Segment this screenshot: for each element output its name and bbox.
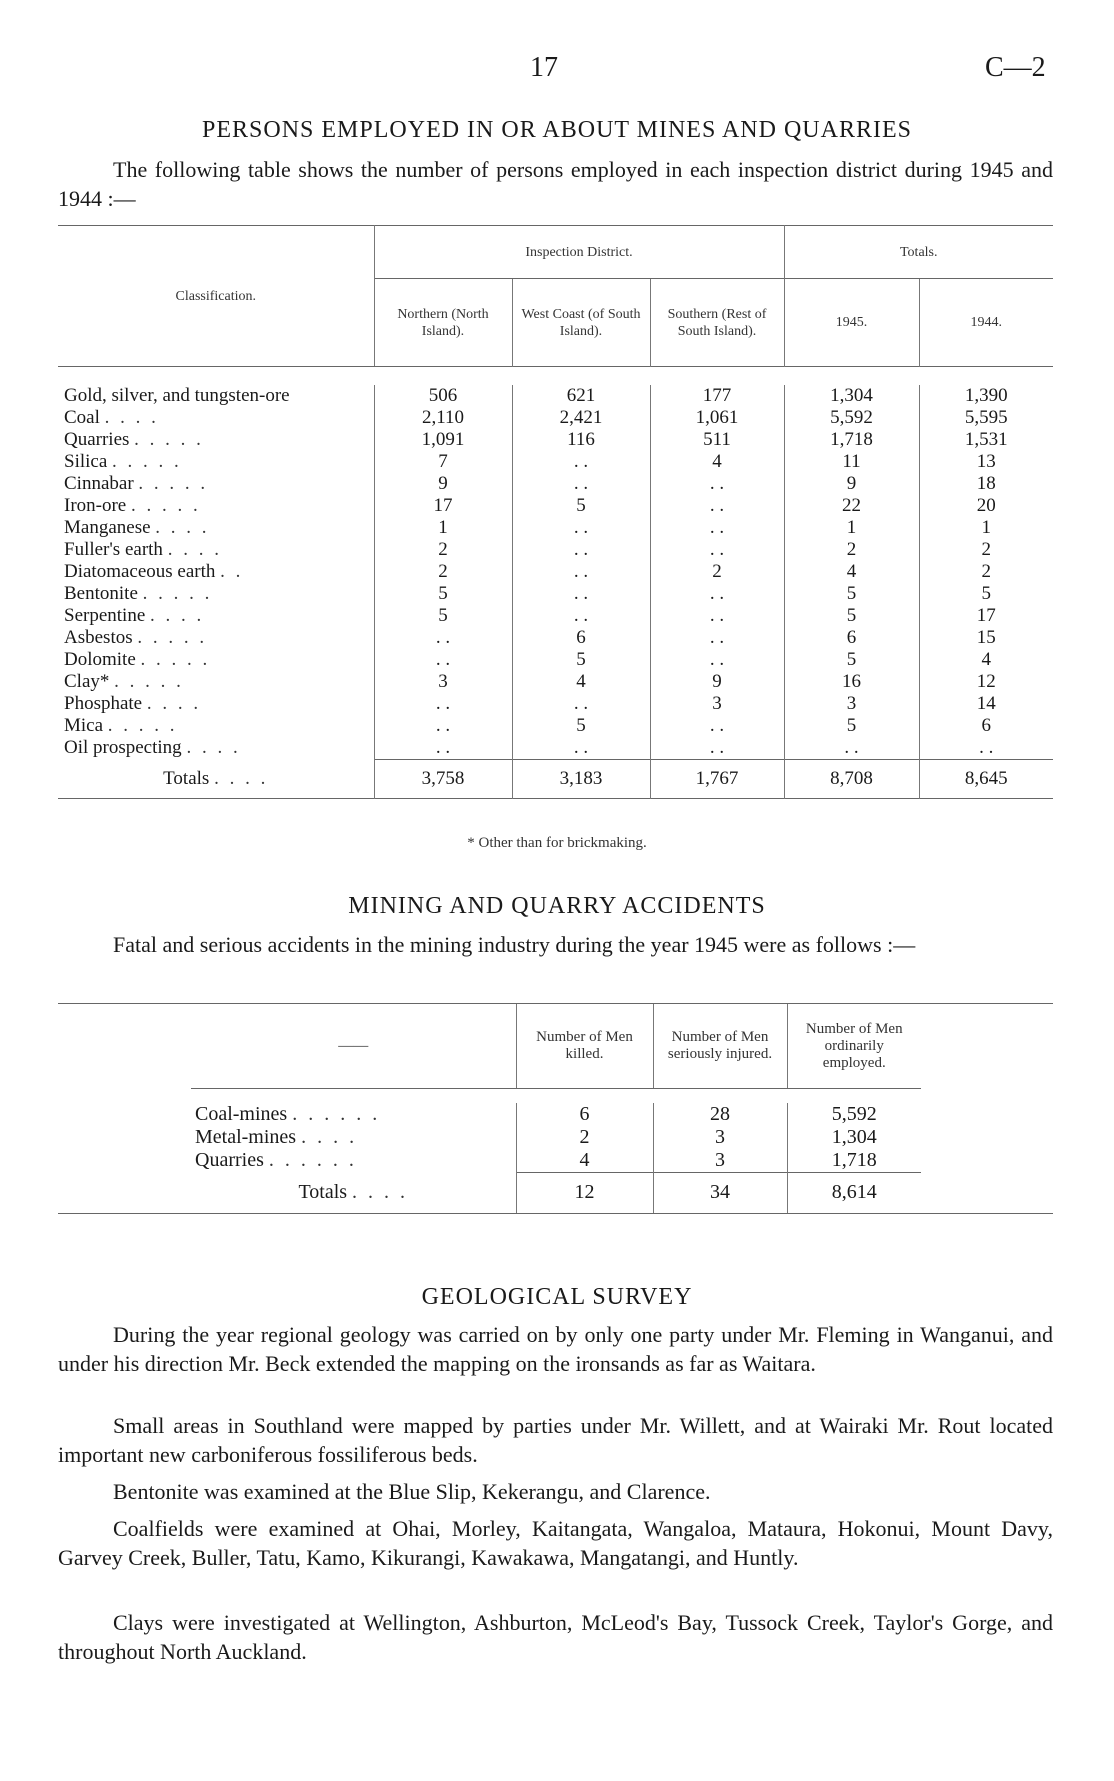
table-row	[58, 649, 1053, 671]
geology-paragraph: Small areas in Southland were mapped by parties under Mr. Willett, and at Wairaki Mr. Rout located important new carboniferous fossiliferous beds.	[58, 1413, 1053, 1467]
cell-1944: 20	[919, 495, 1053, 517]
row-classification: Silica	[64, 451, 108, 472]
leader-dots: . . . . . .	[268, 1149, 357, 1172]
cell-1945: . .	[784, 737, 919, 760]
cell-1945: 1,304	[784, 385, 919, 407]
cell-1945: 11	[784, 451, 919, 473]
row-classification: Dolomite	[64, 649, 136, 670]
col-men-injured: Number of Men seriously injured.	[653, 1004, 787, 1089]
cell-northern: 2,110	[374, 407, 512, 429]
cell-1945: 22	[784, 495, 919, 517]
table-row	[58, 495, 1053, 517]
cell-northern: 2	[374, 561, 512, 583]
col-southern: Southern (Rest of South Island).	[650, 279, 784, 367]
cell-killed: 4	[516, 1149, 653, 1173]
cell-west-coast: . .	[512, 693, 650, 715]
leader-dots: . . . . .	[112, 451, 182, 472]
cell-1944: 13	[919, 451, 1053, 473]
cell-injured: 3	[653, 1149, 787, 1173]
table-row	[58, 451, 1053, 473]
leader-dots: . . . . .	[134, 429, 204, 450]
geological-survey-heading: GEOLOGICAL SURVEY	[421, 1284, 693, 1310]
cell-1945: 5	[784, 715, 919, 737]
leader-dots: . . . .	[150, 605, 205, 626]
cell-southern: . .	[650, 605, 784, 627]
cell-northern: 9	[374, 473, 512, 495]
row-classification: Serpentine	[64, 605, 146, 626]
cell-1944: 6	[919, 715, 1053, 737]
table-row	[58, 473, 1053, 495]
accidents-table	[58, 1003, 1053, 1214]
row-classification: Asbestos	[64, 627, 133, 648]
table-row	[58, 1126, 1053, 1149]
accidents-heading: MINING AND QUARRY ACCIDENTS	[348, 893, 766, 919]
col-men-employed: Number of Men ordinarily employed.	[787, 1004, 921, 1089]
table-row	[58, 583, 1053, 605]
col-northern: Northern (North Island).	[374, 279, 512, 367]
cell-1944: 1	[919, 517, 1053, 539]
cell-1945: 1	[784, 517, 919, 539]
col-blank: ——	[191, 1004, 516, 1089]
cell-1944: 5,595	[919, 407, 1053, 429]
leader-dots: . . . . . .	[292, 1103, 381, 1125]
cell-1945: 3	[784, 693, 919, 715]
total-1944: 8,645	[919, 760, 1053, 799]
document-code: C—2	[985, 52, 1046, 83]
leader-dots: . . . . .	[138, 473, 209, 494]
col-group-inspection-district: Inspection District.	[374, 226, 784, 279]
cell-injured: 28	[653, 1103, 787, 1126]
cell-southern: . .	[650, 715, 784, 737]
table-row	[58, 539, 1053, 561]
cell-west-coast: . .	[512, 583, 650, 605]
cell-employed: 1,304	[787, 1126, 921, 1149]
cell-northern: . .	[374, 715, 512, 737]
total-southern: 1,767	[650, 760, 784, 799]
cell-1945: 5	[784, 649, 919, 671]
table-row	[58, 671, 1053, 693]
table-row	[58, 627, 1053, 649]
cell-northern: 7	[374, 451, 512, 473]
cell-1945: 4	[784, 561, 919, 583]
total-1945: 8,708	[784, 760, 919, 799]
page-header	[0, 52, 1114, 86]
table-row	[58, 715, 1053, 737]
leader-dots: . . . .	[214, 767, 269, 789]
row-classification: Phosphate	[64, 693, 143, 714]
cell-northern: 17	[374, 495, 512, 517]
leader-dots: . .	[220, 561, 244, 582]
row-classification: Gold, silver, and tungsten-ore	[64, 385, 290, 406]
cell-west-coast: . .	[512, 451, 650, 473]
cell-1945: 5	[784, 583, 919, 605]
cell-1944: 1,531	[919, 429, 1053, 451]
leader-dots: . . . . .	[131, 495, 201, 516]
col-1945: 1945.	[784, 279, 919, 367]
col-west-coast: West Coast (of South Island).	[512, 279, 650, 367]
geology-paragraph: During the year regional geology was carried on by only one party under Mr. Fleming in Wanganui, and under his direction Mr. Beck extended the mapping on the ironsands as far as Waitara.	[58, 1322, 1053, 1376]
leader-dots: . . . .	[301, 1126, 358, 1148]
row-classification: Cinnabar	[64, 473, 134, 494]
leader-dots: . . . .	[146, 693, 202, 714]
geology-paragraph: Bentonite was examined at the Blue Slip, Kekerangu, and Clarence.	[113, 1479, 711, 1504]
cell-southern: . .	[650, 495, 784, 517]
leader-dots: . . . .	[155, 517, 210, 538]
totals-row	[58, 1173, 1053, 1214]
leader-dots: . . . . .	[142, 583, 213, 604]
row-classification: Bentonite	[64, 583, 138, 604]
page-number: 17	[530, 52, 558, 83]
cell-southern: . .	[650, 473, 784, 495]
cell-west-coast: . .	[512, 561, 650, 583]
cell-1944: 2	[919, 539, 1053, 561]
cell-1944: 14	[919, 693, 1053, 715]
table-row	[58, 429, 1053, 451]
persons-employed-table	[58, 225, 1053, 799]
table-row	[58, 385, 1053, 407]
cell-west-coast: 5	[512, 495, 650, 517]
cell-northern: . .	[374, 693, 512, 715]
col-1944: 1944.	[919, 279, 1053, 367]
table-row	[58, 693, 1053, 715]
table-row	[58, 1103, 1053, 1126]
cell-1944: 18	[919, 473, 1053, 495]
col-men-killed: Number of Men killed.	[516, 1004, 653, 1089]
cell-west-coast: 621	[512, 385, 650, 407]
cell-injured: 3	[653, 1126, 787, 1149]
cell-southern: . .	[650, 627, 784, 649]
cell-1944: 17	[919, 605, 1053, 627]
cell-west-coast: 6	[512, 627, 650, 649]
row-classification: Fuller's earth	[64, 539, 163, 560]
cell-northern: 1	[374, 517, 512, 539]
cell-northern: 1,091	[374, 429, 512, 451]
footnote: * Other than for brickmaking.	[467, 835, 647, 851]
leader-dots: . . . . .	[114, 671, 184, 692]
cell-1944: 2	[919, 561, 1053, 583]
row-classification: Diatomaceous earth	[64, 561, 216, 582]
totals-label: Totals	[163, 767, 210, 789]
cell-southern: . .	[650, 583, 784, 605]
row-classification: Clay*	[64, 671, 110, 692]
cell-1944: 1,390	[919, 385, 1053, 407]
table-row	[58, 561, 1053, 583]
cell-1945: 5,592	[784, 407, 919, 429]
cell-1944: 5	[919, 583, 1053, 605]
leader-dots: . . . .	[352, 1181, 409, 1203]
row-classification: Mica	[64, 715, 104, 736]
cell-southern: 9	[650, 671, 784, 693]
total-northern: 3,758	[374, 760, 512, 799]
cell-southern: . .	[650, 737, 784, 760]
cell-northern: 5	[374, 605, 512, 627]
row-label: Metal-mines	[195, 1126, 297, 1148]
cell-southern: 3	[650, 693, 784, 715]
cell-southern: 1,061	[650, 407, 784, 429]
row-classification: Coal	[64, 407, 100, 428]
cell-west-coast: . .	[512, 517, 650, 539]
cell-killed: 6	[516, 1103, 653, 1126]
geology-paragraph: Coalfields were examined at Ohai, Morley, Kaitangata, Wangaloa, Mataura, Hokonui, Mount Davy, Garvey Creek, Buller, Tatu, Kamo, Kikurangi, Kawakawa, Mangatangi, and Huntly.	[58, 1516, 1053, 1570]
totals-label: Totals	[298, 1181, 348, 1203]
cell-northern: 506	[374, 385, 512, 407]
leader-dots: . . . . .	[140, 649, 211, 670]
row-label: Coal-mines	[195, 1103, 288, 1125]
total-west-coast: 3,183	[512, 760, 650, 799]
cell-west-coast: . .	[512, 605, 650, 627]
leader-dots: . . . .	[186, 737, 241, 759]
col-classification: Classification.	[58, 226, 374, 367]
cell-west-coast: 116	[512, 429, 650, 451]
cell-west-coast: 5	[512, 649, 650, 671]
table-row	[58, 517, 1053, 539]
cell-southern: 177	[650, 385, 784, 407]
cell-west-coast: . .	[512, 473, 650, 495]
cell-1945: 6	[784, 627, 919, 649]
accidents-intro: Fatal and serious accidents in the mining industry during the year 1945 were as follows :—	[113, 932, 916, 957]
cell-employed: 1,718	[787, 1149, 921, 1173]
cell-southern: . .	[650, 517, 784, 539]
persons-employed-intro: The following table shows the number of persons employed in each inspection district during 1945 and 1944 :—	[58, 157, 1053, 211]
row-classification: Manganese	[64, 517, 151, 538]
row-classification: Oil prospecting	[64, 737, 182, 759]
cell-northern: . .	[374, 649, 512, 671]
cell-southern: 4	[650, 451, 784, 473]
leader-dots: . . . .	[104, 407, 159, 428]
cell-southern: . .	[650, 649, 784, 671]
cell-employed: 5,592	[787, 1103, 921, 1126]
cell-1945: 5	[784, 605, 919, 627]
cell-west-coast: . .	[512, 737, 650, 760]
cell-west-coast: 2,421	[512, 407, 650, 429]
total-injured: 34	[653, 1173, 787, 1214]
leader-dots: . . . . .	[107, 715, 178, 736]
cell-northern: 5	[374, 583, 512, 605]
cell-northern: . .	[374, 627, 512, 649]
row-label: Quarries	[195, 1149, 264, 1172]
table-row	[58, 605, 1053, 627]
col-group-totals: Totals.	[784, 226, 1053, 279]
cell-1944: 15	[919, 627, 1053, 649]
cell-killed: 2	[516, 1126, 653, 1149]
cell-northern: 3	[374, 671, 512, 693]
total-employed: 8,614	[787, 1173, 921, 1214]
cell-1944: 4	[919, 649, 1053, 671]
cell-northern: 2	[374, 539, 512, 561]
cell-northern: . .	[374, 737, 512, 760]
cell-1944: . .	[919, 737, 1053, 760]
cell-west-coast: 5	[512, 715, 650, 737]
table-row	[58, 737, 1053, 760]
cell-southern: 511	[650, 429, 784, 451]
cell-1945: 2	[784, 539, 919, 561]
table-row	[58, 407, 1053, 429]
total-killed: 12	[516, 1173, 653, 1214]
row-classification: Iron-ore	[64, 495, 127, 516]
cell-southern: . .	[650, 539, 784, 561]
cell-southern: 2	[650, 561, 784, 583]
cell-1944: 12	[919, 671, 1053, 693]
leader-dots: . . . .	[167, 539, 222, 560]
leader-dots: . . . . .	[137, 627, 208, 648]
cell-1945: 16	[784, 671, 919, 693]
row-classification: Quarries	[64, 429, 130, 450]
totals-row	[58, 760, 1053, 799]
geology-paragraph: Clays were investigated at Wellington, Ashburton, McLeod's Bay, Tussock Creek, Taylor's Gorge, and throughout North Auckland.	[58, 1610, 1053, 1664]
cell-west-coast: . .	[512, 539, 650, 561]
table-row	[58, 1149, 1053, 1173]
cell-1945: 1,718	[784, 429, 919, 451]
persons-employed-heading: PERSONS EMPLOYED IN OR ABOUT MINES AND QUARRIES	[202, 117, 912, 143]
cell-1945: 9	[784, 473, 919, 495]
cell-west-coast: 4	[512, 671, 650, 693]
